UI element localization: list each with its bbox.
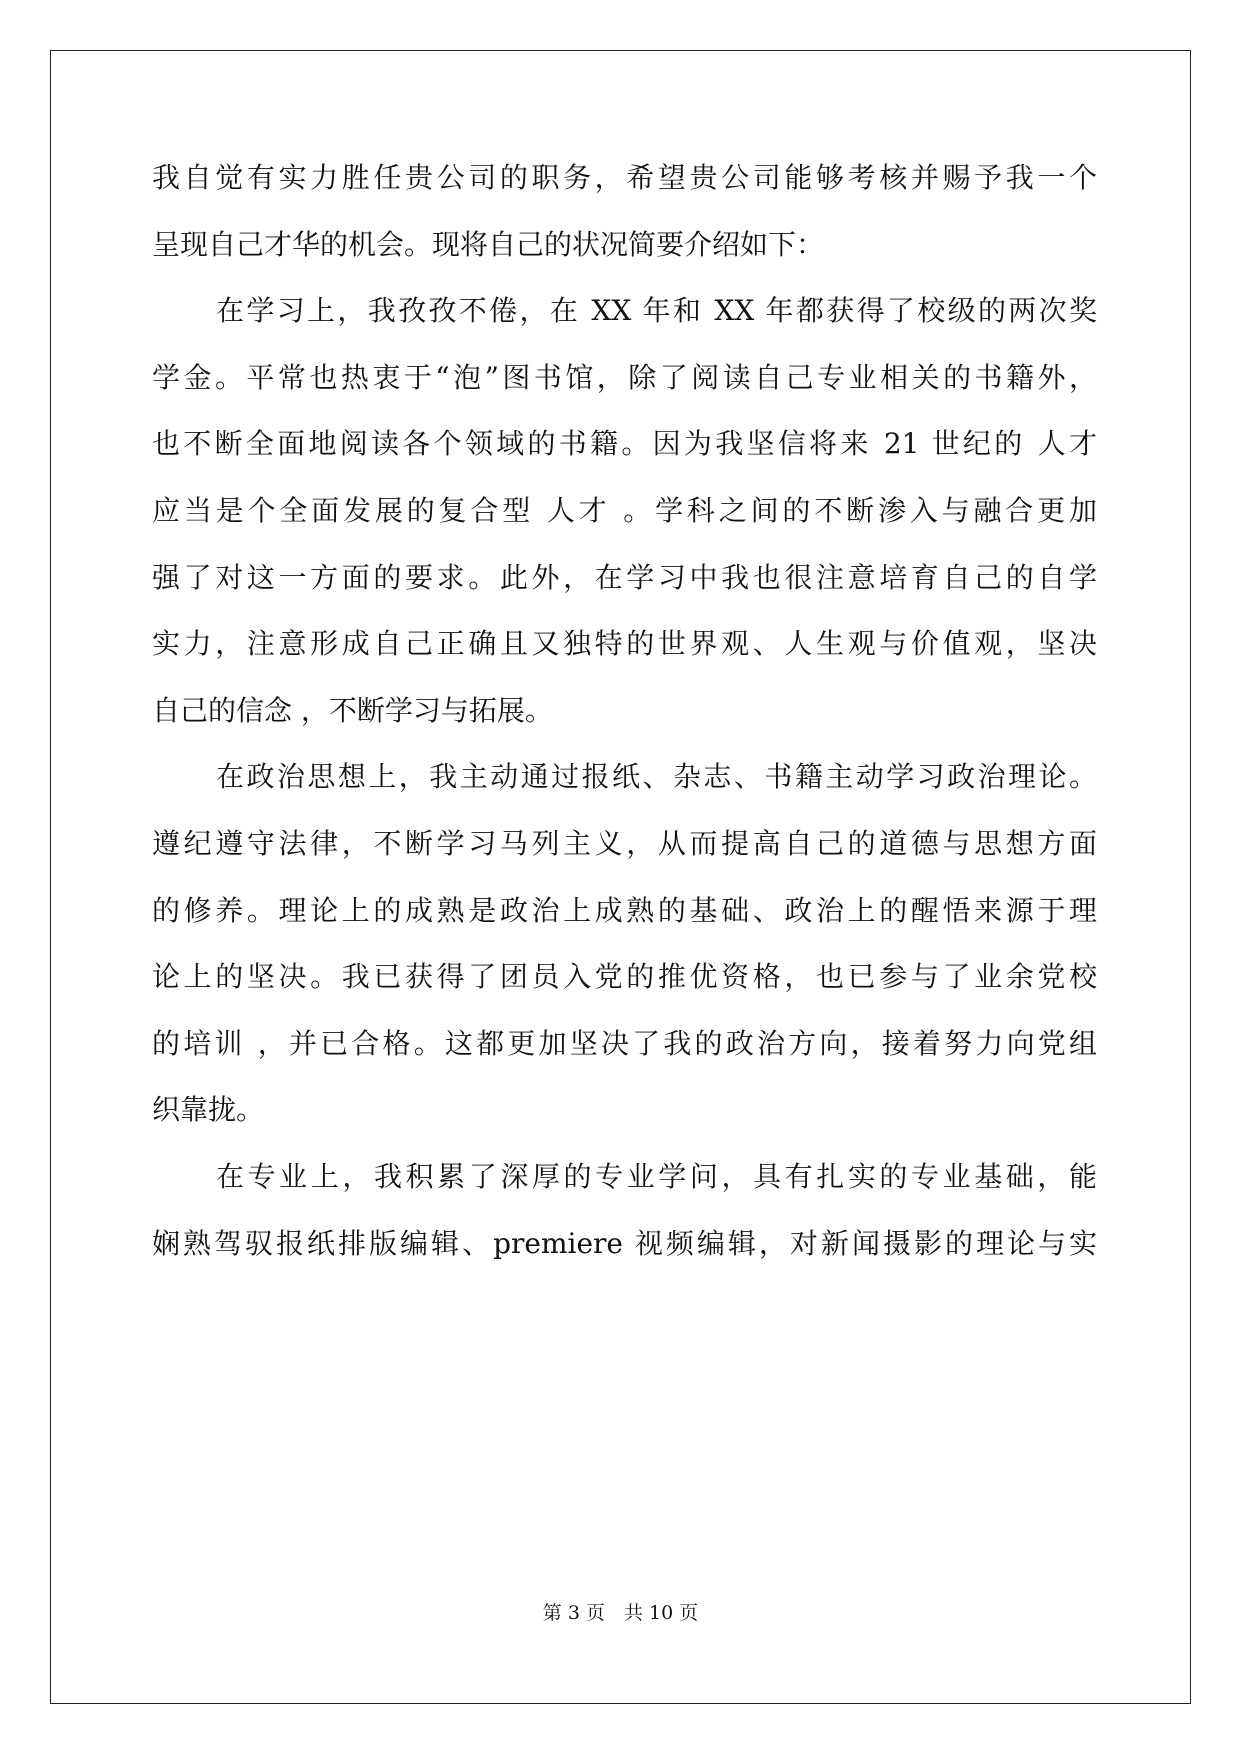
text-line: 在专业上，我积累了深厚的专业学问，具有扎实的专业基础，能 [216, 1159, 1097, 1193]
text-line: 强了对这一方面的要求。此外，在学习中我也很注意培育自己的自学 [152, 560, 1097, 594]
text-line: 实力，注意形成自己正确且又独特的世界观、人生观与价值观，坚决 [152, 627, 1097, 661]
body-text [152, 160, 1097, 1292]
text-line: 学金。平常也热衷于“泡”图书馆，除了阅读自己专业相关的书籍外， [152, 360, 1097, 394]
text-line: 我自觉有实力胜任贵公司的职务，希望贵公司能够考核并赐予我一个 [152, 161, 1097, 194]
text-line: 织靠拢。 [152, 1093, 265, 1127]
text-line: 在学习上，我孜孜不倦，在 XX 年和 XX 年都获得了校级的两次奖 [216, 294, 1097, 328]
text-line: 的修养。理论上的成熟是政治上成熟的基础、政治上的醒悟来源于理 [152, 893, 1097, 927]
text-line: 应当是个全面发展的复合型 人才 。学科之间的不断渗入与融合更加 [152, 493, 1097, 527]
text-line: 的培训 ，并已合格。这都更加坚决了我的政治方向，接着努力向党组 [152, 1026, 1097, 1060]
text-line: 论上的坚决。我已获得了团员入党的推优资格，也已参与了业余党校 [152, 960, 1097, 994]
text-line: 呈现自己才华的机会。现将自己的状况简要介绍如下： [152, 227, 825, 261]
text-line: 也不断全面地阅读各个领域的书籍。因为我坚信将来 21 世纪的 人才 [152, 427, 1097, 461]
text-line: 自己的信念 ，不断学习与拓展。 [152, 693, 553, 727]
text-line: 遵纪遵守法律，不断学习马列主义，从而提高自己的道德与思想方面 [152, 826, 1097, 860]
page-footer: 第 3 页 共 10 页 [542, 1602, 699, 1624]
text-line: 娴熟驾驭报纸排版编辑、premiere 视频编辑，对新闻摄影的理论与实 [152, 1226, 1097, 1260]
text-line: 在政治思想上，我主动通过报纸、杂志、书籍主动学习政治理论。 [216, 760, 1097, 794]
